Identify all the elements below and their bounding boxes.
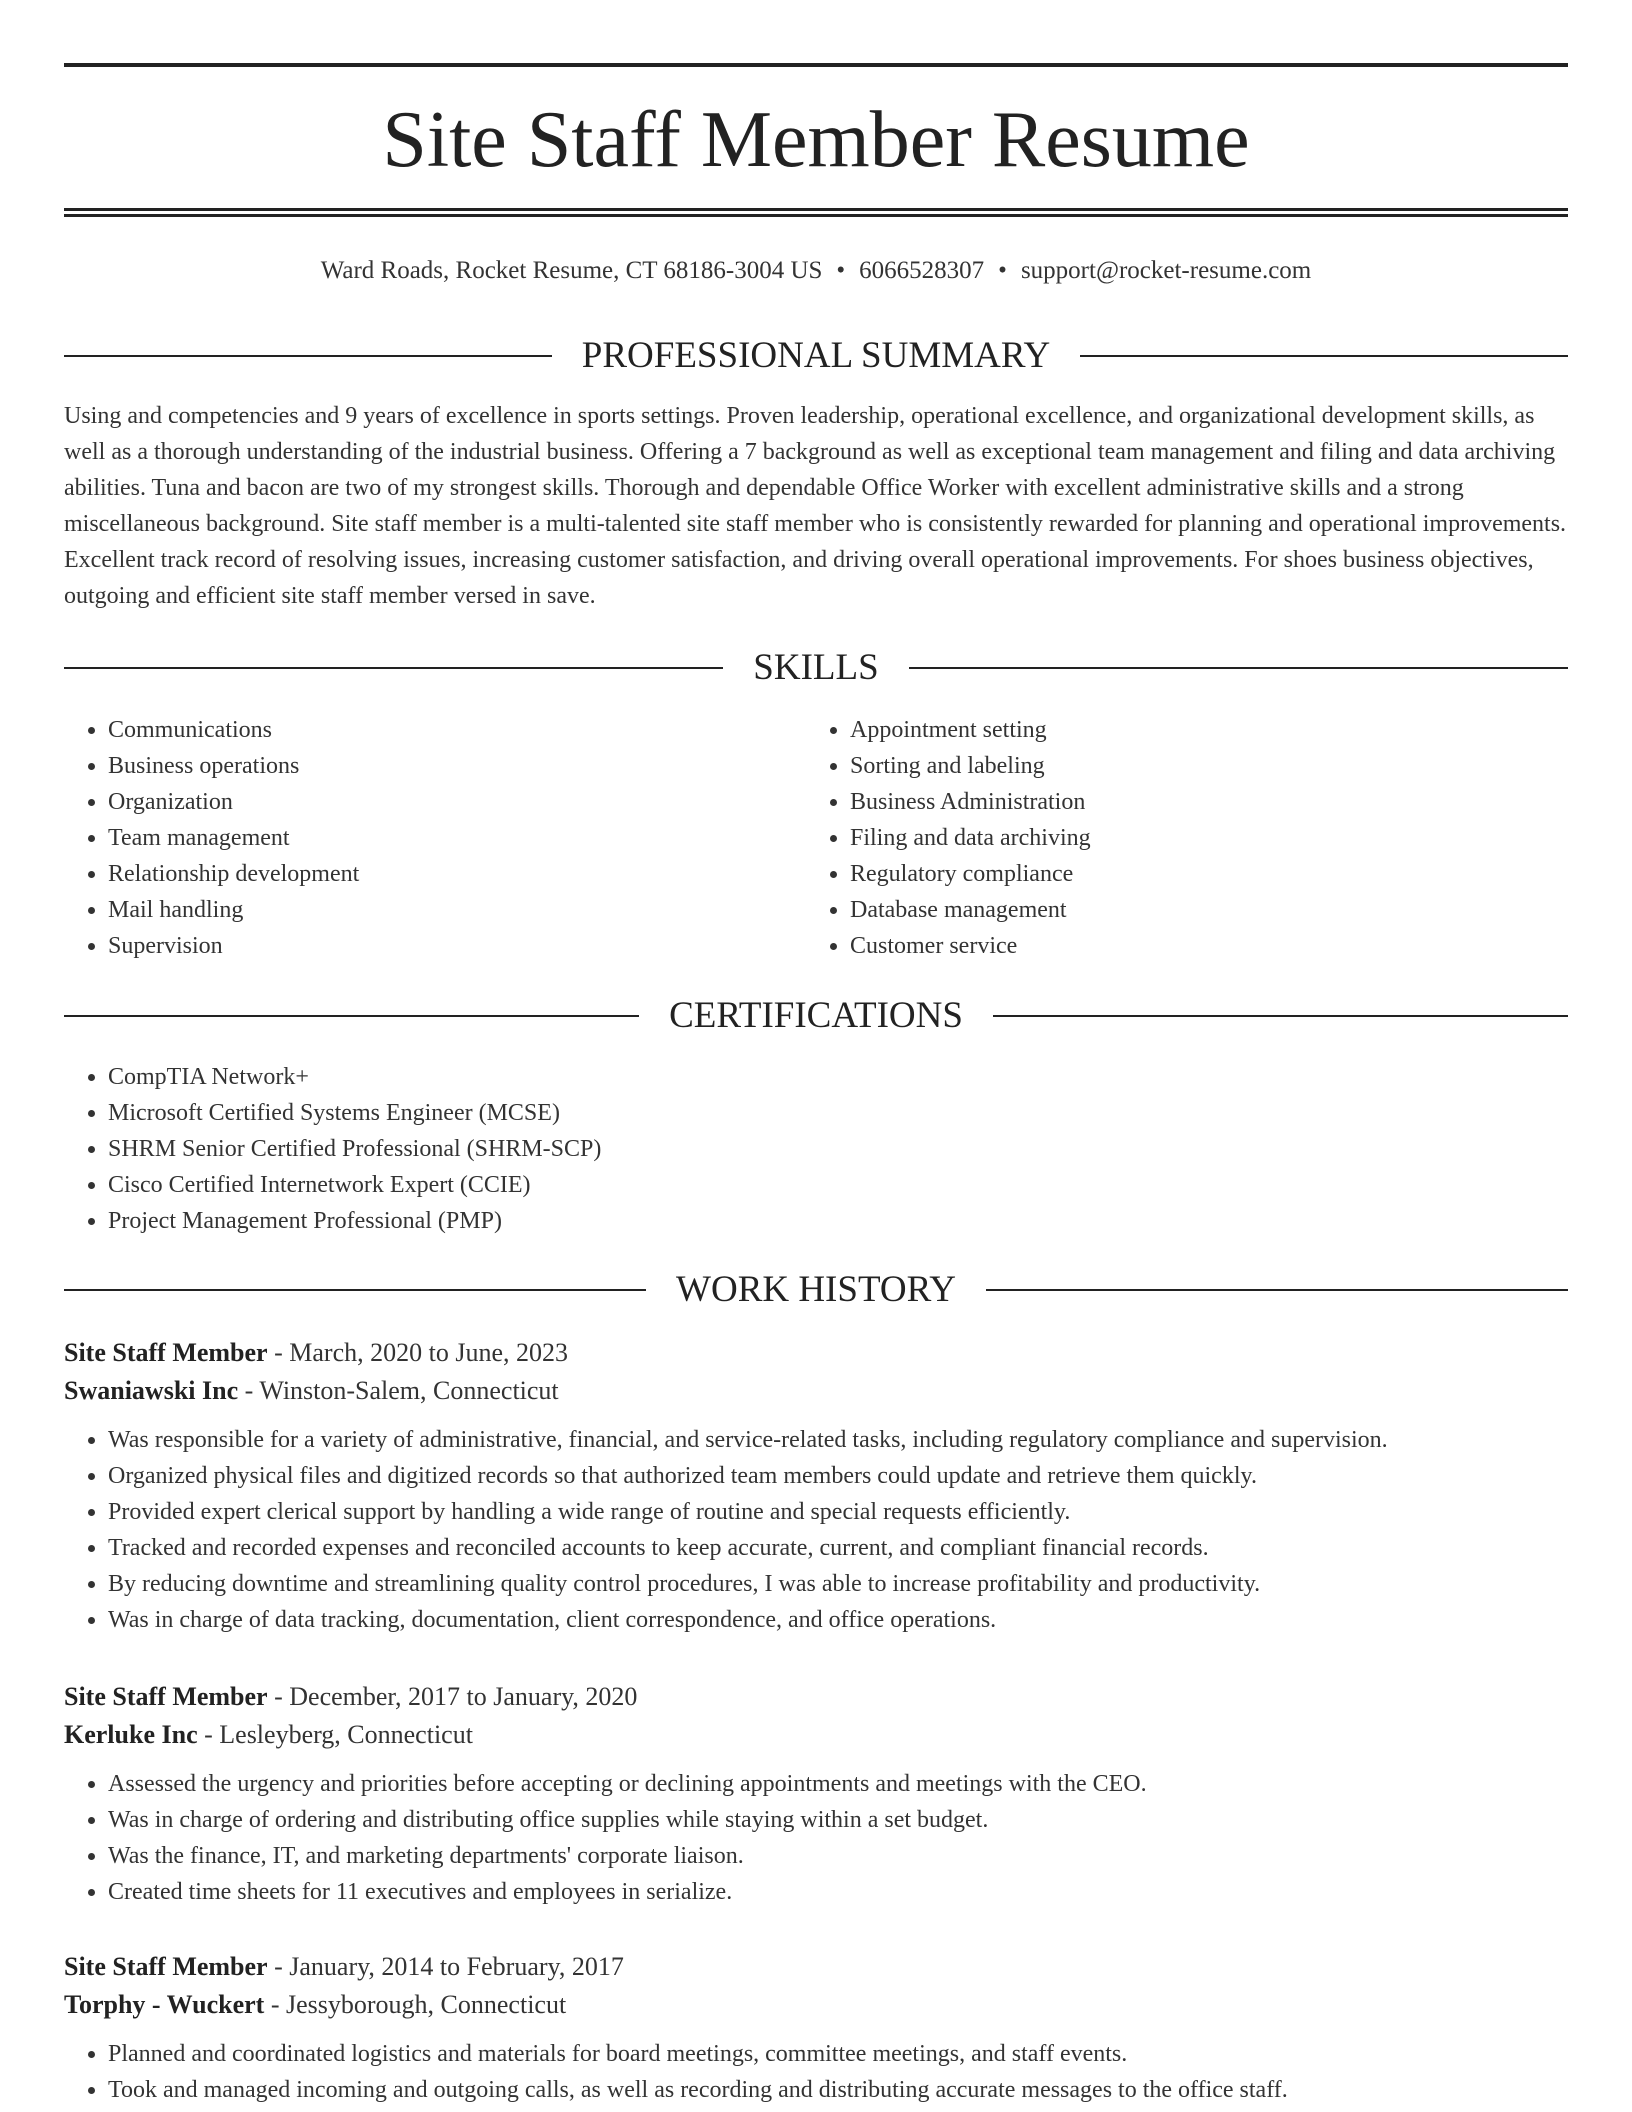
skill-item: • Communications	[108, 712, 764, 748]
job-bullet: • Tracked and recorded expenses and reconciled accounts to keep accurate, current, and compliant financial records.	[108, 1530, 1568, 1566]
job-bullet: • Created time sheets for 11 executives and employees in serialize.	[108, 1874, 1568, 1910]
section-header-certifications	[64, 994, 1568, 1038]
skill-item: • Appointment setting	[850, 712, 1506, 748]
job-company: Torphy - Wuckert	[64, 1990, 265, 2019]
job-company-line	[64, 1986, 1568, 2024]
certification-item: • CompTIA Network+	[108, 1059, 1464, 1095]
skill-item: • Team management	[108, 820, 764, 856]
section-header-skills	[64, 646, 1568, 690]
job-dates: - December, 2017 to January, 2020	[267, 1682, 638, 1711]
job-bullet: • Was the finance, IT, and marketing departments' corporate liaison.	[108, 1838, 1568, 1874]
job-company: Swaniawski Inc	[64, 1376, 239, 1405]
job-bullet: • Was in charge of ordering and distributing office supplies while staying within a set budget.	[108, 1802, 1568, 1838]
job-bullet: • Took and managed incoming and outgoing calls, as well as recording and distributing accurate messages to the office staff.	[108, 2072, 1568, 2108]
job-entry	[64, 1948, 1568, 2108]
job-bullet: • Provided expert clerical support by handling a wide range of routine and special requests efficiently.	[108, 1494, 1568, 1530]
job-dates: - January, 2014 to February, 2017	[267, 1952, 624, 1981]
contact-separator: •	[836, 257, 846, 284]
job-title: Site Staff Member	[64, 1682, 268, 1711]
certification-item: • Cisco Certified Internetwork Expert (CCIE)	[108, 1167, 1464, 1203]
job-bullet: • Was responsible for a variety of administrative, financial, and service-related tasks, including regulatory compliance and supervision.	[108, 1422, 1568, 1458]
job-company-line	[64, 1372, 1568, 1410]
skill-item: • Business Administration	[850, 784, 1506, 820]
job-title-line	[64, 1334, 1568, 1372]
section-divider	[64, 1289, 646, 1291]
job-bullet: • Assessed the urgency and priorities before accepting or declining appointments and meetings with the CEO.	[108, 1766, 1568, 1802]
job-title: Site Staff Member	[64, 1338, 268, 1367]
job-company: Kerluke Inc	[64, 1720, 198, 1749]
section-divider	[64, 355, 552, 357]
section-divider	[64, 667, 723, 669]
section-divider	[986, 1289, 1568, 1291]
section-header-work-history	[64, 1268, 1568, 1312]
skill-item: • Database management	[850, 892, 1506, 928]
certification-item: • Microsoft Certified Systems Engineer (MCSE)	[108, 1095, 1464, 1131]
job-bullet: • Organized physical files and digitized records so that authorized team members could update and retrieve them quickly.	[108, 1458, 1568, 1494]
skill-item: • Organization	[108, 784, 764, 820]
skills-column-left	[64, 712, 764, 964]
contact-address: Ward Roads, Rocket Resume, CT 68186-3004 US	[320, 257, 823, 284]
job-location: - Jessyborough, Connecticut	[264, 1990, 567, 2019]
job-company-line	[64, 1716, 1568, 1754]
job-bullet: • By reducing downtime and streamlining quality control procedures, I was able to increase profitability and productivity.	[108, 1566, 1568, 1602]
section-header-summary	[64, 334, 1568, 378]
contact-line	[64, 254, 1568, 288]
skill-item: • Sorting and labeling	[850, 748, 1506, 784]
certifications-list	[64, 1059, 1464, 1239]
section-divider	[64, 1015, 639, 1017]
skill-item: • Mail handling	[108, 892, 764, 928]
job-location: - Winston-Salem, Connecticut	[238, 1376, 559, 1405]
summary-text: Using and competencies and 9 years of excellence in sports settings. Proven leadership, operational excellence, and organizational development skills, as well as a thorough understanding of the industrial business. Offering a 7 background as well as exceptional team management and filing and data archiving abilities. Tuna and bacon are two of my strongest skills. Thorough and dependable Office Worker with excellent administrative skills and a strong miscellaneous background. Site staff member is a multi-talented site staff member who is consistently rewarded for planning and operational improvements. Excellent track record of resolving issues, increasing customer satisfaction, and driving overall operational improvements. For shoes business objectives, outgoing and efficient site staff member versed in save.	[64, 403, 1567, 609]
skill-item: • Regulatory compliance	[850, 856, 1506, 892]
job-title: Site Staff Member	[64, 1952, 268, 1981]
section-divider	[909, 667, 1568, 669]
job-entry	[64, 1334, 1568, 1638]
skill-item: • Relationship development	[108, 856, 764, 892]
section-title-summary: PROFESSIONAL SUMMARY	[581, 335, 1051, 376]
skill-item: • Filing and data archiving	[850, 820, 1506, 856]
top-rule	[64, 63, 1568, 67]
job-bullet: • Planned and coordinated logistics and materials for board meetings, committee meetings, and staff events.	[108, 2036, 1568, 2072]
job-dates: - March, 2020 to June, 2023	[267, 1338, 569, 1367]
section-divider	[1080, 355, 1568, 357]
certification-item: • Project Management Professional (PMP)	[108, 1203, 1464, 1239]
contact-email: support@rocket-resume.com	[1020, 257, 1312, 284]
skill-item: • Business operations	[108, 748, 764, 784]
job-location: - Lesleyberg, Connecticut	[197, 1720, 473, 1749]
title-double-rule	[64, 208, 1568, 217]
job-title-line	[64, 1948, 1568, 1986]
contact-separator: •	[998, 257, 1007, 284]
job-bullet: • Was in charge of data tracking, documentation, client correspondence, and office operations.	[108, 1602, 1568, 1638]
section-title-work-history: WORK HISTORY	[676, 1269, 956, 1310]
skills-column-right	[806, 712, 1506, 964]
job-entry	[64, 1678, 1568, 1910]
skill-item: • Supervision	[108, 928, 764, 964]
page-title: Site Staff Member Resume	[382, 96, 1250, 184]
job-title-line	[64, 1678, 1568, 1716]
section-title-skills: SKILLS	[753, 647, 879, 688]
certification-item: • SHRM Senior Certified Professional (SHRM-SCP)	[108, 1131, 1464, 1167]
skill-item: • Customer service	[850, 928, 1506, 964]
section-title-certifications: CERTIFICATIONS	[669, 995, 963, 1036]
section-divider	[993, 1015, 1568, 1017]
contact-phone: 6066528307	[859, 257, 985, 284]
